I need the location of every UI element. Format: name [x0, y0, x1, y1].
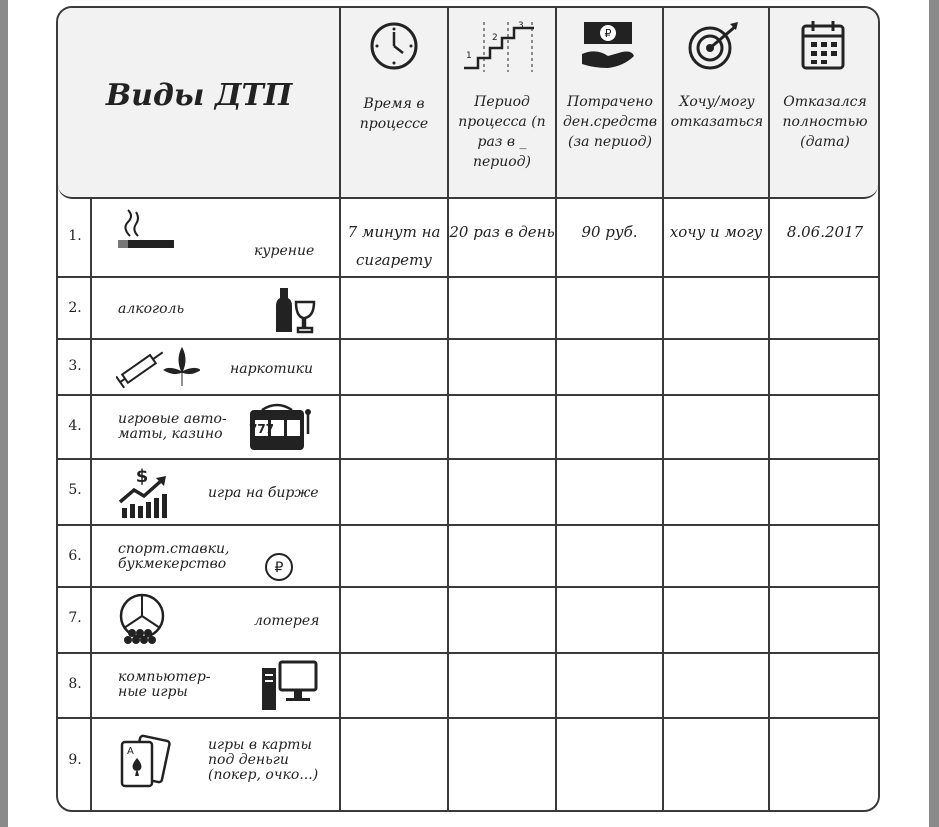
divider	[58, 717, 878, 719]
divider	[58, 394, 878, 396]
divider	[58, 652, 878, 654]
divider	[58, 276, 878, 278]
row-number: 8.	[68, 676, 82, 692]
svg-text:₽: ₽	[604, 27, 612, 40]
money-hand-icon	[578, 20, 638, 72]
stock-chart-icon	[116, 464, 174, 520]
column-header-can-quit: Хочу/могу отказаться	[670, 94, 764, 130]
divider	[555, 8, 557, 810]
page	[8, 0, 929, 827]
column-header-time: Время в процессе	[359, 96, 429, 132]
row-label: наркотики	[230, 361, 313, 377]
addiction-table	[56, 6, 880, 812]
divider	[58, 338, 878, 340]
playing-cards-icon	[118, 734, 174, 790]
stairs-icon	[460, 18, 540, 74]
column-header-money: Потрачено ден.средств (за период)	[562, 94, 658, 150]
column-header-period: Период процесса (n раз в _ период)	[458, 94, 546, 170]
slot-machine-icon	[246, 400, 312, 452]
table-cell: 90 руб.	[581, 223, 638, 241]
divider	[339, 8, 341, 810]
target-icon	[686, 20, 742, 72]
divider	[58, 586, 878, 588]
divider	[662, 8, 664, 810]
stair-number: 1	[466, 51, 472, 61]
alcohol-icon	[270, 284, 318, 334]
table-cell: 8.06.2017	[786, 223, 864, 241]
row-label: компьютер- ные игры	[118, 669, 211, 700]
row-number: 5.	[68, 482, 82, 498]
cigarette-icon	[116, 208, 178, 254]
computer-icon	[260, 660, 318, 712]
row-number: 9.	[68, 752, 82, 768]
divider	[58, 524, 878, 526]
lottery-drum-icon	[116, 592, 168, 646]
card-letter: A	[127, 746, 134, 757]
ruble-sign: ₽	[274, 560, 284, 576]
row-label: игры в карты под деньги (покер, очко...)	[208, 737, 319, 783]
row-label: алкоголь	[118, 301, 185, 317]
clock-icon	[368, 20, 420, 72]
ruble-coin-icon	[264, 552, 294, 582]
row-number: 4.	[68, 418, 82, 434]
row-number: 3.	[68, 358, 82, 374]
dollar-sign: $	[135, 466, 149, 487]
stair-number: 3	[518, 21, 524, 31]
stair-number: 2	[492, 33, 498, 43]
table-cell: хочу и могу	[669, 223, 763, 241]
divider	[447, 8, 449, 810]
table-title: Виды ДТП	[105, 78, 293, 113]
column-header-quit-date: Отказался полностью (дата)	[782, 94, 868, 150]
row-label: игровые авто- маты, казино	[118, 411, 227, 442]
row-label: лотерея	[254, 613, 320, 629]
row-number: 2.	[68, 300, 82, 316]
drugs-icon	[116, 342, 200, 390]
row-label: игра на бирже	[208, 485, 319, 501]
table-cell: 20 раз в день	[449, 223, 555, 241]
table-cell: 7 минут на сигарету	[347, 223, 441, 269]
row-label: курение	[254, 243, 315, 259]
slot-text: 777	[248, 422, 275, 436]
row-number: 6.	[68, 548, 82, 564]
row-number: 1.	[68, 228, 82, 244]
row-number: 7.	[68, 610, 82, 626]
calendar-icon	[799, 18, 847, 72]
divider	[58, 458, 878, 460]
row-label: спорт.ставки, букмекерство	[118, 541, 230, 572]
